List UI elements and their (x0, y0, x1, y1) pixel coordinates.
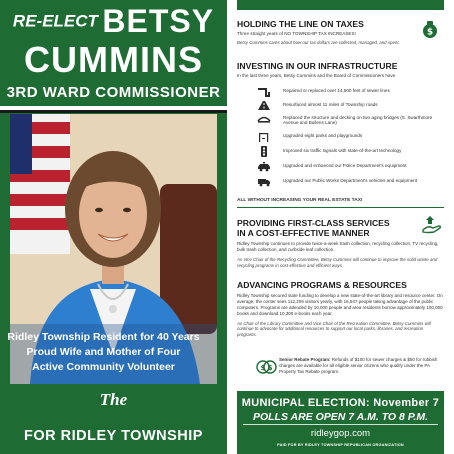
pipe-icon (257, 86, 271, 97)
infrastructure-section (237, 62, 444, 79)
svg-text:$: $ (260, 364, 266, 372)
poll-hours: POLLS ARE OPEN 7 A.M. TO 8 P.M. (252, 411, 429, 423)
right-panel (227, 0, 454, 454)
list-item (237, 113, 444, 125)
caption-line: Active Community Volunteer (32, 361, 175, 373)
last-name: CUMMINS (24, 39, 203, 80)
taxes-note: Betsy Cummins cares about how our tax dollars are collected, managed, and spent. (237, 39, 400, 45)
candidate-header (0, 0, 227, 110)
services-title-1: PROVIDING FIRST-CLASS SERVICES (237, 218, 390, 228)
svg-text:$: $ (267, 364, 273, 372)
election-footer (237, 391, 444, 454)
services-title-2: IN A COST-EFFECTIVE MANNER (237, 227, 370, 238)
website-link[interactable]: ridleygop.com (310, 428, 371, 439)
infra-title: INVESTING IN OUR INFRASTRUCTURE (237, 61, 398, 71)
taxes-subtitle: Three straight years of NO TOWNSHIP TAX INCREASES! (237, 30, 356, 36)
paid-for-disclaimer: PAID FOR BY RIDLEY TOWNSHIP REPUBLICAN ORGANIZATION (277, 443, 404, 447)
rebate-label: Senior Rebate Program: (279, 357, 331, 362)
rebate-description: Refunds of $100 for sewer charges & $50 for rubbish charges are available for all eligible senior citizens who qualify under the PA Property Tax Rebate program. (279, 357, 438, 374)
list-item (237, 146, 444, 158)
senior-rebate (279, 357, 444, 375)
infra-item-text: Replaced the structure and decking on two aging bridges (S. Swarthmore Avenue and Bullens Lane) (283, 115, 433, 126)
first-name: BETSY (102, 3, 215, 39)
slogan-for-township: FOR RIDLEY TOWNSHIP (24, 428, 203, 444)
caption-line: Ridley Township Resident for 40 Years (7, 331, 200, 343)
list-item (237, 161, 444, 173)
rebate-coins-icon (255, 356, 277, 378)
caption-line: Proud Wife and Mother of Four (26, 346, 181, 358)
taxes-section (237, 20, 444, 45)
resources-section (237, 281, 444, 337)
infra-item-text: Resurfaced almost 11 miles of Township roads (283, 102, 378, 107)
traffic-light-icon (257, 146, 271, 157)
bridge-icon (257, 113, 271, 124)
rebate-text (279, 357, 444, 375)
list-item (237, 86, 444, 98)
office-title: 3RD WARD COMMISSIONER (6, 84, 221, 101)
infra-item-text: Upgraded eight parks and playgrounds (283, 133, 363, 138)
resources-body: Ridley Township secured state funding to develop a new state-of-the-art library and resource center. On average, the center sees 112,209 visitors yearly, with 16,547 people taking advantage of the public computers. Programs are attended by 10,000 people and area residents borrow approximately 100,000 books and download 10,300 e-books each year. (237, 292, 443, 316)
slogan-the: The (99, 390, 128, 409)
infra-item-text: Upgraded and enhanced our Police Department's equipment (283, 163, 407, 168)
infra-item-text: Improved six traffic signals with state-of-the-art technology (283, 148, 402, 153)
recycle-hand-icon (422, 214, 442, 234)
services-body: Ridley Township continues to provide twice-a-week trash collection, recycling collection, TV recycling, bulk trash collection, and curbside leaf collection. (237, 241, 439, 252)
infra-closing-text: ALL WITHOUT INCREASING YOUR REAL ESTATE TAX! (237, 198, 363, 203)
resources-note: As Chair of the Library Committee and Vice Chair of the Recreation Committee, Betsy Cummins will continue to advocate for additional resources to support our local parks, libraries, and recreation programs. (237, 320, 431, 337)
infra-item-text: Upgraded our Public Works Department's vehicles and equipment (283, 178, 418, 183)
footer-rule (243, 424, 438, 425)
right-choice-slogan (0, 390, 227, 410)
header-line-1 (6, 3, 221, 43)
resources-title: ADVANCING PROGRAMS & RESOURCES (237, 280, 407, 290)
playground-icon (257, 131, 271, 142)
taxes-title: HOLDING THE LINE ON TAXES (237, 19, 364, 29)
infra-intro: In the last three years, Betsy Cummins and the Board of Commissioners have (237, 72, 396, 78)
services-note: As Vice Chair of the Recycling Committee, Betsy Cummins will continue to improve the solid waste and recycling programs in cost-effective and efficient ways. (237, 257, 438, 268)
infra-closing (237, 198, 444, 204)
american-flag-icon (10, 114, 70, 254)
list-item (237, 176, 444, 188)
police-car-icon (257, 161, 271, 172)
list-item (237, 131, 444, 143)
divider-stripe-dark (0, 110, 227, 113)
reelect-label: RE-ELECT (12, 11, 98, 31)
truck-icon (257, 176, 271, 187)
candidate-caption (0, 330, 207, 375)
road-icon (257, 100, 271, 111)
list-item (237, 100, 444, 112)
infra-item-text: Repaired or replaced over 14,500 feet of sewer lines (283, 88, 390, 93)
svg-text:$: $ (426, 27, 434, 38)
election-date: MUNICIPAL ELECTION: November 7 (241, 397, 440, 409)
services-section (237, 219, 444, 268)
money-bag-icon (420, 19, 440, 39)
top-bar (237, 0, 444, 10)
section-divider (237, 207, 444, 208)
